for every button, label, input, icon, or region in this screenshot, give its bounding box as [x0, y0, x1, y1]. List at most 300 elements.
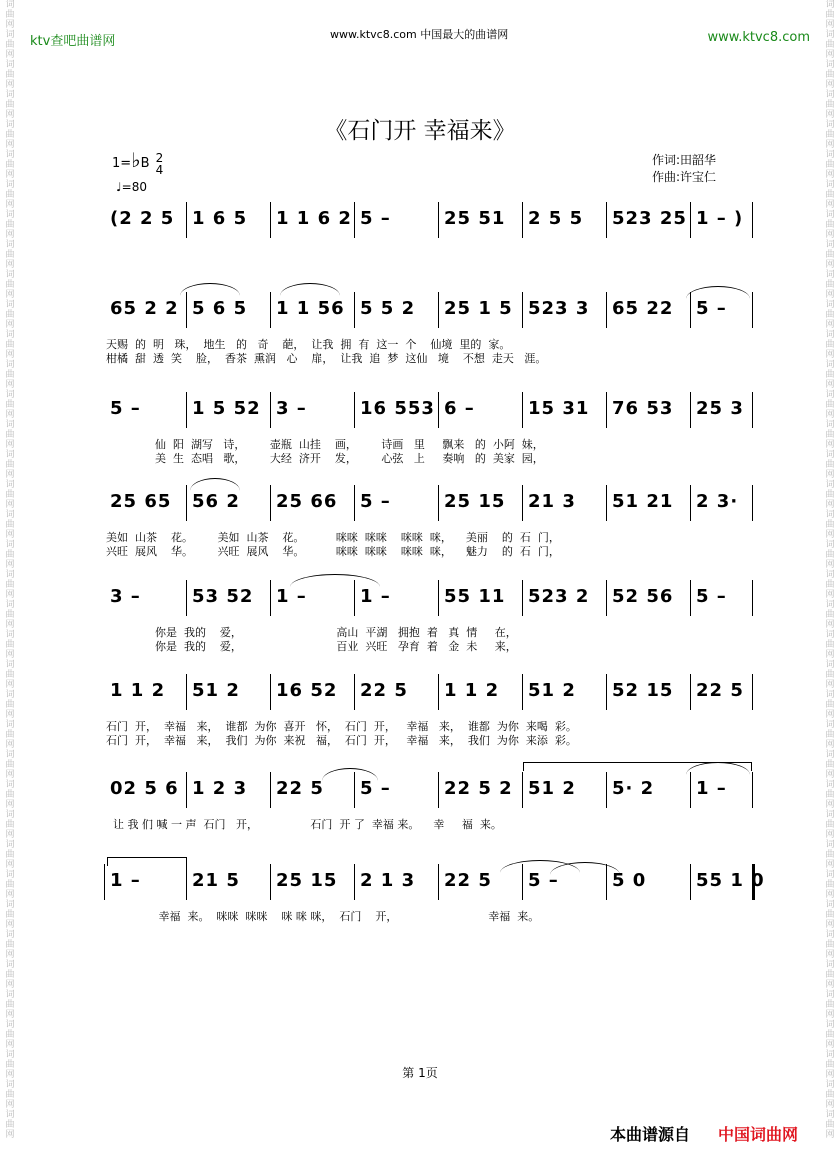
barline	[752, 485, 753, 521]
watermark-char: 曲	[5, 220, 15, 230]
watermark-char: 网	[5, 530, 15, 540]
time-top: 2	[155, 150, 164, 165]
watermark-char: 网	[825, 1010, 835, 1020]
lyricist: 作词:田韶华	[652, 153, 717, 167]
measure: 16 52	[276, 680, 338, 701]
watermark-char: 曲	[825, 670, 835, 680]
lyric-line: 你是 我的 爱， 高山 平湖 拥抱 着 真 情 在，	[106, 626, 517, 639]
watermark-char: 词	[825, 480, 835, 490]
staff-row	[104, 578, 754, 618]
watermark-char: 网	[825, 740, 835, 750]
watermark-char: 曲	[5, 430, 15, 440]
watermark-char: 曲	[825, 220, 835, 230]
key-signature	[112, 148, 163, 176]
measure: 65 22	[612, 298, 674, 319]
measure: 3 –	[110, 586, 141, 607]
watermark-char: 网	[5, 290, 15, 300]
watermark-char: 网	[5, 650, 15, 660]
barline	[690, 392, 691, 428]
measure: 51 2	[528, 680, 576, 701]
measure: (2 2 5	[110, 208, 175, 229]
watermark-char: 词	[5, 360, 15, 370]
watermark-char: 网	[5, 920, 15, 930]
watermark-char: 曲	[5, 40, 15, 50]
watermark-char: 曲	[825, 520, 835, 530]
barline	[270, 292, 271, 328]
watermark-char: 曲	[5, 760, 15, 770]
barline	[752, 202, 753, 238]
watermark-char: 曲	[825, 70, 835, 80]
measure: 25 15	[276, 870, 338, 891]
site-banner-center[interactable]: www.ktvc8.com 中国最大的曲谱网	[330, 28, 509, 41]
watermark-char: 词	[5, 900, 15, 910]
measure: 1 –	[110, 870, 141, 891]
barline	[522, 772, 523, 808]
watermark-char: 词	[825, 60, 835, 70]
watermark-char: 词	[825, 30, 835, 40]
barline	[522, 674, 523, 710]
measure: 56 2	[192, 491, 240, 512]
page-number: 第 1页	[402, 1066, 438, 1080]
watermark-char: 网	[5, 410, 15, 420]
watermark-char: 曲	[825, 400, 835, 410]
barline	[606, 772, 607, 808]
watermark-char: 词	[825, 270, 835, 280]
watermark-char: 网	[825, 170, 835, 180]
watermark-char: 词	[825, 150, 835, 160]
measure: 5 6 5	[192, 298, 248, 319]
watermark-char: 曲	[5, 310, 15, 320]
watermark-char: 曲	[5, 190, 15, 200]
measure: 22 5	[276, 778, 324, 799]
watermark-char: 网	[825, 770, 835, 780]
watermark-char: 词	[5, 990, 15, 1000]
measure: 52 15	[612, 680, 674, 701]
barline	[606, 292, 607, 328]
watermark-char: 网	[5, 110, 15, 120]
watermark-char: 网	[825, 140, 835, 150]
watermark-char: 词	[825, 1050, 835, 1060]
lyric-line: 仙 阳 湖写 诗， 壶瓶 山挂 画， 诗画 里 飘来 的 小阿 妹，	[106, 438, 544, 451]
barline	[690, 485, 691, 521]
watermark-char: 词	[825, 840, 835, 850]
watermark-char: 词	[825, 870, 835, 880]
site-name-left[interactable]: ktv查吧曲谱网	[30, 34, 116, 49]
source-site-link[interactable]: 中国词曲网	[718, 1125, 799, 1144]
measure: 53 52	[192, 586, 254, 607]
measure: 52 56	[612, 586, 674, 607]
watermark-char: 网	[5, 350, 15, 360]
watermark-char: 词	[5, 720, 15, 730]
watermark-char: 网	[825, 290, 835, 300]
watermark-char: 词	[5, 1050, 15, 1060]
measure: 25 51	[444, 208, 506, 229]
watermark-char: 曲	[825, 850, 835, 860]
watermark-char: 词	[825, 630, 835, 640]
lyric-line: 柑橘 甜 透 笑 脸， 香茶 熏润 心 扉， 让我 追 梦 这仙 境 不想 走天 涯。	[106, 352, 547, 365]
staff-row	[104, 390, 754, 430]
watermark-char: 曲	[825, 760, 835, 770]
watermark-char: 曲	[825, 970, 835, 980]
watermark-char: 网	[5, 20, 15, 30]
watermark-char: 曲	[825, 1090, 835, 1100]
watermark-char: 网	[825, 590, 835, 600]
tempo-mark: ♩=80	[116, 180, 147, 194]
watermark-char: 网	[5, 230, 15, 240]
measure: 55 11	[444, 586, 506, 607]
watermark-char: 词	[5, 120, 15, 130]
watermark-char: 网	[5, 1070, 15, 1080]
watermark-char: 网	[825, 20, 835, 30]
flat-icon: ♭	[131, 148, 141, 172]
watermark-char: 词	[825, 570, 835, 580]
measure: 5· 2	[612, 778, 655, 799]
watermark-char: 网	[5, 1130, 15, 1140]
watermark-char: 网	[5, 320, 15, 330]
watermark-char: 词	[825, 930, 835, 940]
watermark-char: 曲	[825, 460, 835, 470]
source-label: 本曲谱源自	[610, 1125, 691, 1144]
watermark-char: 网	[5, 710, 15, 720]
barline	[690, 674, 691, 710]
watermark-char: 网	[825, 950, 835, 960]
measure: 1 –	[360, 586, 391, 607]
watermark-char: 词	[825, 120, 835, 130]
watermark-char: 网	[825, 470, 835, 480]
watermark-char: 词	[825, 450, 835, 460]
watermark-char: 词	[5, 870, 15, 880]
barline	[270, 674, 271, 710]
watermark-char: 词	[825, 510, 835, 520]
watermark-char: 词	[5, 450, 15, 460]
measure: 5 –	[696, 586, 727, 607]
watermark-char: 词	[5, 150, 15, 160]
measure: 21 5	[192, 870, 240, 891]
staff-row	[104, 672, 754, 712]
watermark-char: 词	[825, 420, 835, 430]
watermark-char: 曲	[825, 790, 835, 800]
watermark-char: 曲	[5, 250, 15, 260]
watermark-char: 曲	[825, 190, 835, 200]
barline	[438, 674, 439, 710]
lyric-line: 美 生 态唱 歌， 大经 济开 发， 心弦 上 奏响 的 美家 园，	[106, 452, 544, 465]
watermark-char: 曲	[825, 730, 835, 740]
barline	[690, 864, 691, 900]
measure: 6 –	[444, 398, 475, 419]
watermark-char: 网	[825, 620, 835, 630]
barline	[690, 772, 691, 808]
watermark-char: 词	[825, 660, 835, 670]
lyric-line: 你是 我的 爱， 百业 兴旺 孕育 着 金 未 来，	[106, 640, 517, 653]
barline	[606, 392, 607, 428]
measure: 1 2 3	[192, 778, 248, 799]
watermark-char: 网	[825, 50, 835, 60]
watermark-char: 网	[5, 1100, 15, 1110]
watermark-char: 词	[5, 390, 15, 400]
watermark-char: 词	[825, 720, 835, 730]
barline	[438, 392, 439, 428]
watermark-char: 曲	[825, 490, 835, 500]
watermark-char: 词	[825, 360, 835, 370]
watermark-char: 词	[825, 0, 835, 10]
barline	[270, 392, 271, 428]
watermark-char: 词	[825, 210, 835, 220]
measure: 22 5	[444, 870, 492, 891]
watermark-char: 曲	[5, 640, 15, 650]
watermark-char: 词	[825, 1080, 835, 1090]
measure: 25 65	[110, 491, 172, 512]
watermark-char: 网	[5, 140, 15, 150]
measure: 2 3·	[696, 491, 739, 512]
watermark-char: 词	[5, 840, 15, 850]
watermark-char: 曲	[5, 910, 15, 920]
watermark-char: 网	[5, 680, 15, 690]
slur	[686, 286, 750, 299]
watermark-char: 网	[825, 1130, 835, 1140]
measure: 21 3	[528, 491, 576, 512]
watermark-char: 网	[825, 200, 835, 210]
measure: 523 25	[612, 208, 687, 229]
barline	[186, 485, 187, 521]
watermark-char: 词	[5, 750, 15, 760]
barline	[354, 674, 355, 710]
watermark-char: 网	[825, 530, 835, 540]
staff-row	[104, 770, 754, 810]
watermark-char: 词	[825, 780, 835, 790]
watermark-char: 网	[5, 1010, 15, 1020]
measure: 22 5	[360, 680, 408, 701]
barline	[186, 772, 187, 808]
watermark-char: 曲	[5, 460, 15, 470]
watermark-char: 网	[825, 860, 835, 870]
watermark-char: 曲	[5, 490, 15, 500]
barline	[606, 580, 607, 616]
slur	[180, 283, 240, 296]
watermark-char: 词	[5, 540, 15, 550]
barline	[438, 485, 439, 521]
measure: 1 6 5	[192, 208, 248, 229]
watermark-char: 曲	[825, 430, 835, 440]
measure: 5 –	[110, 398, 141, 419]
barline	[606, 485, 607, 521]
watermark-char: 词	[5, 1110, 15, 1120]
watermark-char: 曲	[5, 610, 15, 620]
watermark-char: 词	[825, 540, 835, 550]
watermark-char: 网	[5, 200, 15, 210]
watermark-char: 词	[825, 330, 835, 340]
watermark-char: 词	[825, 390, 835, 400]
watermark-char: 曲	[5, 670, 15, 680]
watermark-char: 词	[825, 990, 835, 1000]
watermark-char: 曲	[825, 820, 835, 830]
watermark-char: 曲	[825, 1000, 835, 1010]
watermark-char: 网	[825, 1070, 835, 1080]
barline	[690, 202, 691, 238]
watermark-char: 词	[5, 600, 15, 610]
watermark-char: 词	[5, 180, 15, 190]
watermark-char: 网	[825, 230, 835, 240]
right-watermark-strip	[820, 0, 840, 1169]
watermark-char: 网	[5, 380, 15, 390]
measure: 1 1 6 2	[276, 208, 352, 229]
volta-bracket	[107, 857, 187, 866]
measure: 5 –	[360, 208, 391, 229]
barline	[752, 772, 753, 808]
watermark-char: 网	[825, 980, 835, 990]
measure: 25 15	[444, 491, 506, 512]
measure: 5 –	[528, 870, 559, 891]
watermark-char: 词	[5, 30, 15, 40]
watermark-char: 网	[5, 950, 15, 960]
measure: 25 66	[276, 491, 338, 512]
measure: 5 –	[360, 491, 391, 512]
watermark-char: 词	[5, 1080, 15, 1090]
watermark-char: 网	[825, 890, 835, 900]
barline	[522, 292, 523, 328]
measure: 25 3	[696, 398, 744, 419]
watermark-char: 曲	[5, 280, 15, 290]
watermark-char: 词	[825, 960, 835, 970]
watermark-char: 词	[825, 240, 835, 250]
watermark-char: 网	[825, 920, 835, 930]
measure: 3 –	[276, 398, 307, 419]
watermark-char: 曲	[5, 1120, 15, 1130]
measure: 51 2	[528, 778, 576, 799]
lyric-line: 让 我 们 喊 一 声 石门 开， 石门 开 了 幸福 来。 幸 福 来。	[106, 818, 502, 831]
watermark-char: 曲	[5, 1090, 15, 1100]
measure: 76 53	[612, 398, 674, 419]
barline	[438, 202, 439, 238]
barline	[438, 864, 439, 900]
measure: 25 1 5	[444, 298, 513, 319]
time-signature	[156, 152, 164, 176]
watermark-char: 曲	[825, 880, 835, 890]
barline	[270, 864, 271, 900]
site-url-right[interactable]: www.ktvc8.com	[707, 30, 810, 45]
watermark-char: 词	[5, 690, 15, 700]
watermark-char: 词	[5, 330, 15, 340]
watermark-char: 曲	[5, 580, 15, 590]
watermark-char: 网	[5, 440, 15, 450]
watermark-char: 曲	[825, 550, 835, 560]
watermark-char: 曲	[825, 610, 835, 620]
measure: 1 5 52	[192, 398, 261, 419]
watermark-char: 网	[825, 710, 835, 720]
watermark-char: 词	[825, 90, 835, 100]
watermark-char: 曲	[5, 880, 15, 890]
barline	[270, 202, 271, 238]
watermark-char: 词	[5, 0, 15, 10]
watermark-char: 词	[5, 240, 15, 250]
barline	[522, 580, 523, 616]
barline	[522, 392, 523, 428]
watermark-char: 词	[825, 600, 835, 610]
watermark-char: 词	[5, 210, 15, 220]
watermark-char: 网	[825, 320, 835, 330]
watermark-char: 网	[5, 620, 15, 630]
watermark-char: 网	[5, 800, 15, 810]
watermark-char: 词	[5, 810, 15, 820]
measure: 1 – )	[696, 208, 744, 229]
barline	[186, 580, 187, 616]
watermark-char: 网	[5, 260, 15, 270]
lyric-line: 天赐 的 明 珠， 地生 的 奇 葩， 让我 拥 有 这一 个 仙境 里的 家。	[106, 338, 511, 351]
measure: 5 –	[696, 298, 727, 319]
watermark-char: 词	[5, 510, 15, 520]
watermark-char: 曲	[825, 910, 835, 920]
staff-row	[104, 862, 765, 902]
barline	[270, 772, 271, 808]
left-watermark-strip	[0, 0, 20, 1169]
watermark-char: 网	[5, 50, 15, 60]
watermark-char: 曲	[5, 370, 15, 380]
barline	[606, 674, 607, 710]
barline	[186, 202, 187, 238]
watermark-char: 词	[5, 630, 15, 640]
watermark-char: 曲	[5, 520, 15, 530]
watermark-char: 网	[5, 590, 15, 600]
barline	[270, 485, 271, 521]
watermark-char: 曲	[5, 70, 15, 80]
watermark-char: 曲	[825, 100, 835, 110]
watermark-char: 网	[825, 680, 835, 690]
watermark-char: 曲	[5, 730, 15, 740]
measure: 02 5 6	[110, 778, 179, 799]
lyric-line: 美如 山茶 花。 美如 山茶 花。 咪咪 咪咪 咪咪 咪， 美丽 的 石 门，	[106, 531, 560, 544]
key-note: B	[140, 156, 150, 171]
barline	[354, 485, 355, 521]
time-bottom: 4	[155, 162, 164, 177]
watermark-char: 曲	[825, 700, 835, 710]
measure: 1 1 56	[276, 298, 345, 319]
watermark-char: 曲	[5, 1060, 15, 1070]
watermark-char: 词	[5, 90, 15, 100]
barline	[104, 864, 105, 900]
measure: 5 –	[360, 778, 391, 799]
watermark-char: 曲	[825, 310, 835, 320]
watermark-char: 网	[825, 500, 835, 510]
watermark-char: 曲	[825, 640, 835, 650]
watermark-char: 曲	[5, 850, 15, 860]
watermark-char: 曲	[5, 130, 15, 140]
volta-bracket	[523, 762, 752, 771]
watermark-char: 网	[825, 110, 835, 120]
watermark-char: 曲	[5, 340, 15, 350]
measure: 22 5	[696, 680, 744, 701]
barline	[270, 580, 271, 616]
watermark-char: 曲	[825, 160, 835, 170]
watermark-char: 网	[5, 500, 15, 510]
key-prefix: 1=	[112, 156, 132, 171]
barline	[752, 292, 753, 328]
barline	[354, 202, 355, 238]
barline	[752, 674, 753, 710]
watermark-char: 曲	[825, 370, 835, 380]
slur	[280, 283, 340, 296]
watermark-char: 网	[825, 380, 835, 390]
measure: 16 553	[360, 398, 435, 419]
watermark-char: 曲	[825, 250, 835, 260]
watermark-char: 曲	[5, 100, 15, 110]
watermark-char: 曲	[825, 130, 835, 140]
barline	[606, 202, 607, 238]
barline	[438, 772, 439, 808]
watermark-char: 词	[5, 570, 15, 580]
measure: 5 0	[612, 870, 647, 891]
watermark-char: 曲	[5, 400, 15, 410]
measure: 51 2	[192, 680, 240, 701]
barline	[354, 292, 355, 328]
